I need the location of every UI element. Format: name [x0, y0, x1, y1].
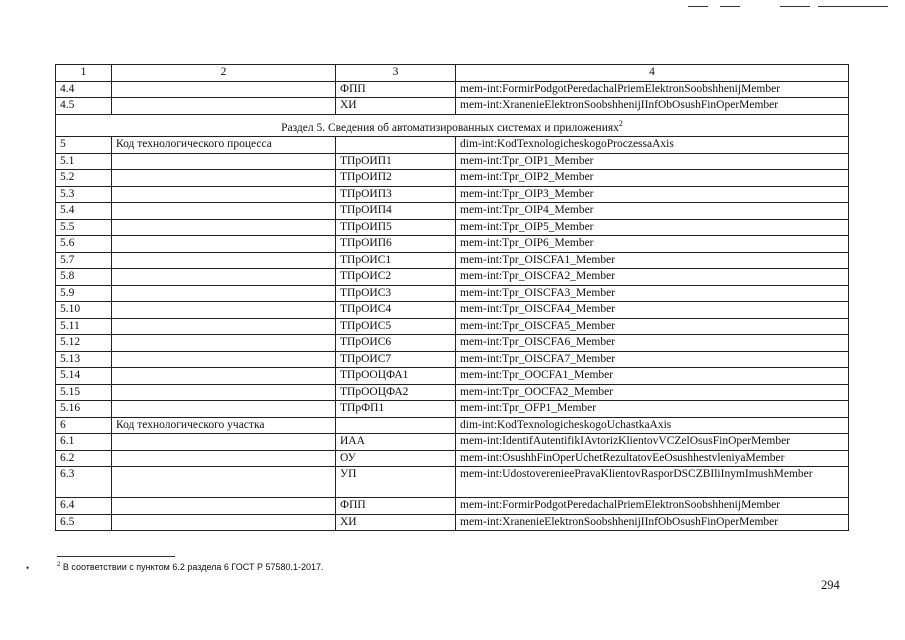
- row-number: 5.14: [56, 368, 112, 385]
- row-code: ТПрФП1: [336, 401, 456, 418]
- row-code: ТПрОИП2: [336, 170, 456, 187]
- footnote-text: В соответствии с пунктом 6.2 раздела 6 ГОСТ Р 57580.1-2017.: [62, 562, 324, 572]
- table-row: [56, 401, 849, 418]
- row-number: 5.3: [56, 186, 112, 203]
- row-name: [112, 467, 336, 498]
- table-row: [56, 203, 849, 220]
- table-row: [56, 498, 849, 515]
- row-number: 5.1: [56, 153, 112, 170]
- table-row: [56, 170, 849, 187]
- row-name: [112, 434, 336, 451]
- row-number: 5.16: [56, 401, 112, 418]
- row-name: [112, 98, 336, 115]
- row-number: 6: [56, 417, 112, 434]
- row-name: [112, 514, 336, 531]
- row-code: ТПрООЦФА1: [336, 368, 456, 385]
- row-member: mem-int:XranenieElektronSoobshhenijIInfObOsushFinOperMember: [456, 98, 849, 115]
- column-number: 4: [456, 65, 849, 82]
- taxonomy-table: [55, 64, 849, 531]
- row-name: [112, 351, 336, 368]
- row-member: mem-int:Tpr_OIP4_Member: [456, 203, 849, 220]
- row-number: 5.15: [56, 384, 112, 401]
- row-code: ТПрОИП3: [336, 186, 456, 203]
- row-code: ИАА: [336, 434, 456, 451]
- row-number: 5.8: [56, 269, 112, 286]
- row-code: ТПрОИП1: [336, 153, 456, 170]
- row-name: [112, 498, 336, 515]
- row-code: ТПрОИС5: [336, 318, 456, 335]
- table-row: [56, 351, 849, 368]
- table-row: [56, 335, 849, 352]
- row-name: [112, 81, 336, 98]
- table-row: [56, 417, 849, 434]
- row-member: mem-int:Tpr_OISCFA2_Member: [456, 269, 849, 286]
- column-number: 2: [112, 65, 336, 82]
- row-name: [112, 203, 336, 220]
- table-row: [56, 302, 849, 319]
- row-name: [112, 219, 336, 236]
- row-code: ТПрОИС2: [336, 269, 456, 286]
- row-name: [112, 170, 336, 187]
- header-rule-1: [688, 6, 708, 7]
- row-name: [112, 368, 336, 385]
- row-member: mem-int:XranenieElektronSoobshhenijIInfObOsushFinOperMember: [456, 514, 849, 531]
- row-number: 4.5: [56, 98, 112, 115]
- row-member: mem-int:OsushhFinOperUchetRezultatovEeOsushhestvleniyaMember: [456, 450, 849, 467]
- row-name: [112, 285, 336, 302]
- row-name: [112, 318, 336, 335]
- header-rule-3: [780, 6, 810, 7]
- row-code: ФПП: [336, 498, 456, 515]
- row-code: ТПрОИС6: [336, 335, 456, 352]
- row-code: ТПрОИП6: [336, 236, 456, 253]
- row-member: mem-int:Tpr_OISCFA4_Member: [456, 302, 849, 319]
- row-code: ТПрООЦФА2: [336, 384, 456, 401]
- row-code: ХИ: [336, 514, 456, 531]
- row-number: 5.7: [56, 252, 112, 269]
- table-row: [56, 153, 849, 170]
- table-row: [56, 98, 849, 115]
- row-name: [112, 401, 336, 418]
- row-number: 5.10: [56, 302, 112, 319]
- footnote-bullet: •: [26, 563, 30, 573]
- row-member: mem-int:Tpr_OIP5_Member: [456, 219, 849, 236]
- row-name: [112, 269, 336, 286]
- table-row: [56, 219, 849, 236]
- row-member: mem-int:FormirPodgotPeredachalPriemElektronSoobshhenijMember: [456, 81, 849, 98]
- row-number: 5.6: [56, 236, 112, 253]
- row-number: 5: [56, 137, 112, 154]
- row-member: mem-int:Tpr_OISCFA1_Member: [456, 252, 849, 269]
- row-member: mem-int:Tpr_OISCFA6_Member: [456, 335, 849, 352]
- row-number: 6.5: [56, 514, 112, 531]
- column-number: 1: [56, 65, 112, 82]
- table-row: [56, 269, 849, 286]
- row-name: [112, 384, 336, 401]
- row-number: 5.13: [56, 351, 112, 368]
- column-number-row: [56, 65, 849, 82]
- row-member: mem-int:UdostoverenieePravaKlientovRasporDSCZBIliInymImushMember: [456, 467, 849, 498]
- row-name: [112, 335, 336, 352]
- row-number: 5.11: [56, 318, 112, 335]
- row-number: 6.1: [56, 434, 112, 451]
- row-code: ТПрОИС1: [336, 252, 456, 269]
- row-member: mem-int:Tpr_OISCFA7_Member: [456, 351, 849, 368]
- row-code: ТПрОИС4: [336, 302, 456, 319]
- row-name: [112, 153, 336, 170]
- table-row: [56, 186, 849, 203]
- row-code: [336, 417, 456, 434]
- table-row: [56, 285, 849, 302]
- table-row: [56, 252, 849, 269]
- row-code: ТПрОИП4: [336, 203, 456, 220]
- row-number: 5.12: [56, 335, 112, 352]
- column-number: 3: [336, 65, 456, 82]
- row-member: dim-int:KodTexnologicheskogoProczessaAxis: [456, 137, 849, 154]
- table-row: [56, 81, 849, 98]
- header-rule-2: [720, 6, 740, 7]
- row-member: dim-int:KodTexnologicheskogoUchastkaAxis: [456, 417, 849, 434]
- row-member: mem-int:Tpr_OOCFA1_Member: [456, 368, 849, 385]
- footnote: [57, 562, 324, 572]
- row-code: ХИ: [336, 98, 456, 115]
- row-name: [112, 302, 336, 319]
- row-code: [336, 137, 456, 154]
- row-code: УП: [336, 467, 456, 498]
- footnote-mark: 2: [57, 562, 61, 568]
- row-name: [112, 450, 336, 467]
- header-rule-4: [818, 6, 888, 7]
- row-member: mem-int:Tpr_OIP1_Member: [456, 153, 849, 170]
- section-row: [56, 114, 849, 137]
- table-row: [56, 467, 849, 498]
- row-member: mem-int:Tpr_OISCFA3_Member: [456, 285, 849, 302]
- row-member: mem-int:Tpr_OIP2_Member: [456, 170, 849, 187]
- row-member: mem-int:Tpr_OIP3_Member: [456, 186, 849, 203]
- row-member: mem-int:Tpr_OIP6_Member: [456, 236, 849, 253]
- row-code: ОУ: [336, 450, 456, 467]
- table-row: [56, 236, 849, 253]
- page-number: 294: [821, 578, 840, 592]
- table-row: [56, 514, 849, 531]
- row-code: ТПрОИС7: [336, 351, 456, 368]
- row-name: Код технологического участка: [112, 417, 336, 434]
- row-member: mem-int:Tpr_OFP1_Member: [456, 401, 849, 418]
- table-row: [56, 434, 849, 451]
- row-code: ТПрОИП5: [336, 219, 456, 236]
- row-number: 6.4: [56, 498, 112, 515]
- row-member: mem-int:Tpr_OISCFA5_Member: [456, 318, 849, 335]
- row-number: 6.3: [56, 467, 112, 498]
- row-number: 5.2: [56, 170, 112, 187]
- section-title-text: Раздел 5. Сведения об автоматизированных системах и приложениях: [281, 121, 619, 134]
- row-number: 6.2: [56, 450, 112, 467]
- row-member: mem-int:Tpr_OOCFA2_Member: [456, 384, 849, 401]
- section-title: [56, 114, 849, 137]
- table-row: [56, 450, 849, 467]
- row-name: [112, 252, 336, 269]
- row-member: mem-int:IdentifAutentifikIAvtorizKlientovVCZelOsusFinOperMember: [456, 434, 849, 451]
- row-number: 5.5: [56, 219, 112, 236]
- row-number: 5.4: [56, 203, 112, 220]
- row-name: Код технологического процесса: [112, 137, 336, 154]
- table-row: [56, 137, 849, 154]
- section-footnote-mark: 2: [618, 118, 623, 128]
- row-code: ФПП: [336, 81, 456, 98]
- table-row: [56, 368, 849, 385]
- row-number: 4.4: [56, 81, 112, 98]
- row-name: [112, 236, 336, 253]
- footnote-rule: [57, 556, 175, 557]
- table-row: [56, 318, 849, 335]
- row-member: mem-int:FormirPodgotPeredachalPriemElektronSoobshhenijMember: [456, 498, 849, 515]
- row-name: [112, 186, 336, 203]
- row-number: 5.9: [56, 285, 112, 302]
- row-code: ТПрОИС3: [336, 285, 456, 302]
- table-row: [56, 384, 849, 401]
